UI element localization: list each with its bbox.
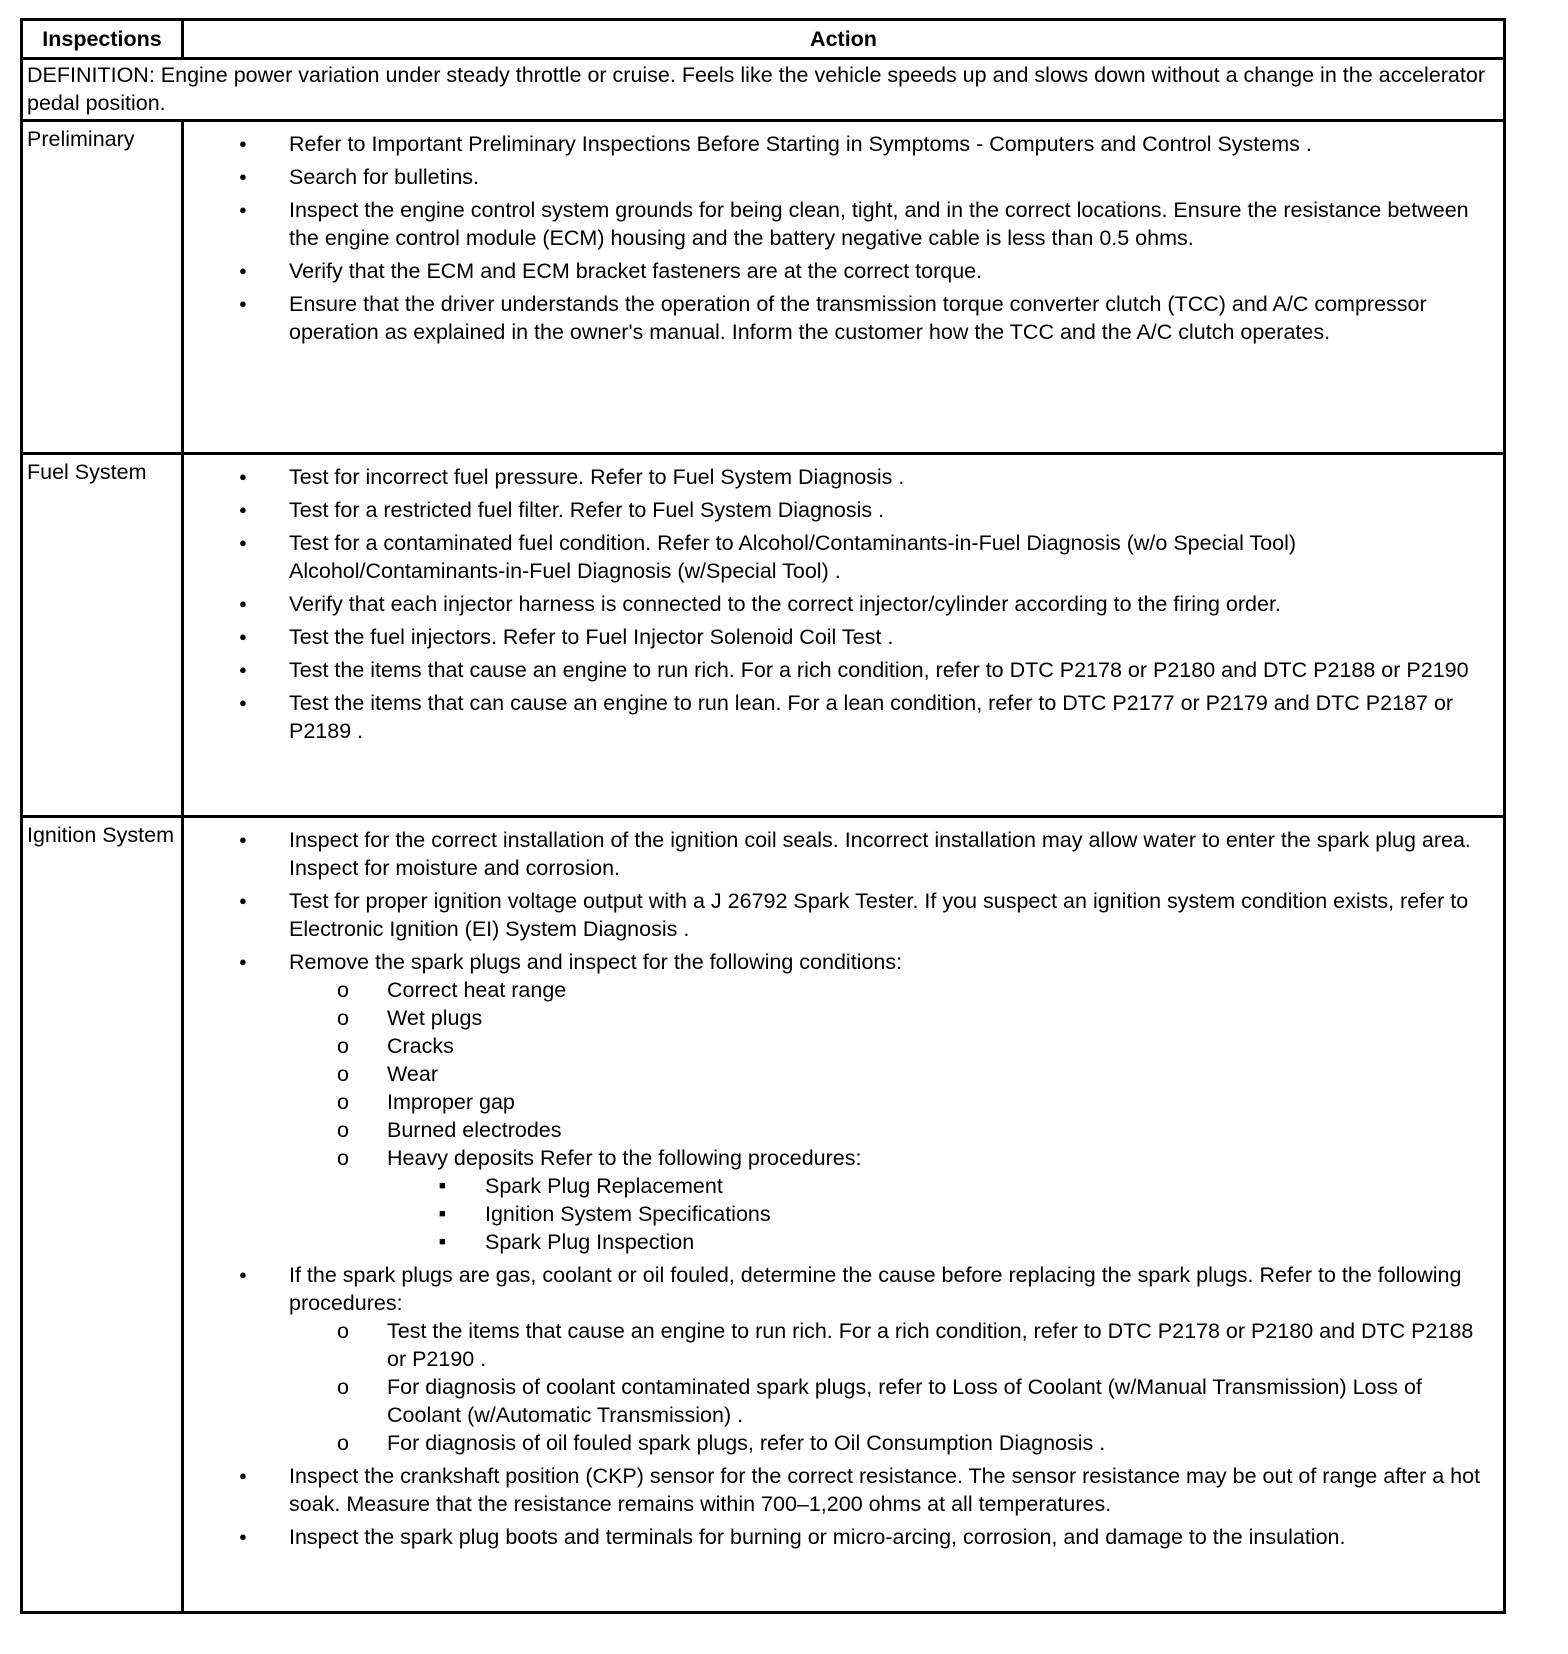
list-item (289, 1523, 1491, 1551)
list-item: ● Refer to Important Preliminary Inspections Before Starting in Symptoms - Computers and Control Systems . (289, 130, 1491, 158)
list-item: ● Test the items that cause an engine to run rich. For a rich condition, refer to DTC P2178 or P2180 and DTC P2188 or P2190 (289, 656, 1491, 684)
list-item (289, 1261, 1491, 1457)
procedure-item: ■ Spark Plug Replacement (485, 1172, 1491, 1200)
list-item: ● Verify that each injector harness is connected to the correct injector/cylinder according to the firing order. (289, 590, 1491, 618)
sub-list-item: o Burned electrodes (387, 1116, 1491, 1144)
definition-row (22, 59, 1505, 121)
procedure-item: ■ Spark Plug Inspection (485, 1228, 1491, 1256)
inspection-document (20, 18, 1506, 1614)
sub-list-item (387, 1144, 1491, 1256)
inspection-label-fuel-system: Fuel System (22, 454, 183, 817)
sub-list-item: o Cracks (387, 1032, 1491, 1060)
sub-list-item: o For diagnosis of coolant contaminated spark plugs, refer to Loss of Coolant (w/Manual Transmission) Loss of Coolant (w/Automatic Transmission) . (387, 1373, 1491, 1429)
table-row-ignition-system (22, 817, 1505, 1613)
sub-list-item: o Wear (387, 1060, 1491, 1088)
list-item-text: Inspect the spark plug boots and terminals for burning or micro-arcing, corrosion, and damage to the insulation. (289, 1525, 1346, 1549)
fouled-plugs-list (289, 1317, 1491, 1457)
list-item (289, 948, 1491, 1256)
table-row-preliminary (22, 121, 1505, 454)
inspection-label-preliminary: Preliminary (22, 121, 183, 454)
sub-list-item: o Wet plugs (387, 1004, 1491, 1032)
list-item (289, 887, 1491, 943)
list-item (289, 1462, 1491, 1518)
list-item-text: Inspect for the correct installation of the ignition coil seals. Incorrect installation may allow water to enter the spark plug area. Inspect for moisture and corrosion. (289, 828, 1471, 880)
procedure-item: ■ Ignition System Specifications (485, 1200, 1491, 1228)
inspection-table (20, 18, 1506, 1614)
list-item: ● Test the items that can cause an engine to run lean. For a lean condition, refer to DTC P2177 or P2179 and DTC P2187 or P2189 . (289, 689, 1491, 745)
list-item: ● Test for incorrect fuel pressure. Refer to Fuel System Diagnosis . (289, 463, 1491, 491)
fuel-system-list (184, 463, 1491, 745)
sub-list-item: o Improper gap (387, 1088, 1491, 1116)
list-item: ● Test for a restricted fuel filter. Refer to Fuel System Diagnosis . (289, 496, 1491, 524)
list-item-text: Test for proper ignition voltage output with a J 26792 Spark Tester. If you suspect an ignition system condition exists, refer to Electronic Ignition (EI) System Diagnosis . (289, 889, 1469, 941)
sub-list-item-text: Heavy deposits Refer to the following procedures: (387, 1146, 862, 1170)
list-item: ● Test the fuel injectors. Refer to Fuel Injector Solenoid Coil Test . (289, 623, 1491, 651)
action-cell-fuel-system (183, 454, 1505, 817)
ignition-system-list (184, 826, 1491, 1551)
list-item: ● Search for bulletins. (289, 163, 1491, 191)
list-item-text: Inspect the crankshaft position (CKP) sensor for the correct resistance. The sensor resistance may be out of range after a hot soak. Measure that the resistance remains within 700–1,200 ohms at all temperatures. (289, 1464, 1481, 1516)
header-action: Action (183, 20, 1505, 59)
list-item (289, 826, 1491, 882)
sub-list-item: o Test the items that cause an engine to run rich. For a rich condition, refer to DTC P2178 or P2180 and DTC P2188 or P2190 . (387, 1317, 1491, 1373)
table-row-fuel-system (22, 454, 1505, 817)
list-item: ● Inspect the engine control system grounds for being clean, tight, and in the correct locations. Ensure the resistance between the engine control module (ECM) housing and the battery negative cable is less than 0.5 ohms. (289, 196, 1491, 252)
table-header-row (22, 20, 1505, 59)
list-item: ● Verify that the ECM and ECM bracket fasteners are at the correct torque. (289, 257, 1491, 285)
list-item-text: Remove the spark plugs and inspect for the following conditions: (289, 950, 903, 974)
list-item: ● Ensure that the driver understands the operation of the transmission torque converter clutch (TCC) and A/C compressor operation as explained in the owner's manual. Inform the customer how the TCC and the A/C clutch operates. (289, 290, 1491, 346)
sub-list-item: o For diagnosis of oil fouled spark plugs, refer to Oil Consumption Diagnosis . (387, 1429, 1491, 1457)
definition-text: DEFINITION: Engine power variation under steady throttle or cruise. Feels like the vehicle speeds up and slows down without a change in the accelerator pedal position. (22, 59, 1505, 121)
action-cell-ignition-system (183, 817, 1505, 1613)
conditions-list (289, 976, 1491, 1256)
header-inspections: Inspections (22, 20, 183, 59)
inspection-label-ignition-system: Ignition System (22, 817, 183, 1613)
procedures-list (387, 1172, 1491, 1256)
list-item: ● Test for a contaminated fuel condition. Refer to Alcohol/Contaminants-in-Fuel Diagnosis (w/o Special Tool) Alcohol/Contaminants-in-Fuel Diagnosis (w/Special Tool) . (289, 529, 1491, 585)
list-item-text: If the spark plugs are gas, coolant or oil fouled, determine the cause before replacing the spark plugs. Refer to the following procedures: (289, 1263, 1462, 1315)
sub-list-item: o Correct heat range (387, 976, 1491, 1004)
preliminary-list (184, 130, 1491, 346)
action-cell-preliminary (183, 121, 1505, 454)
